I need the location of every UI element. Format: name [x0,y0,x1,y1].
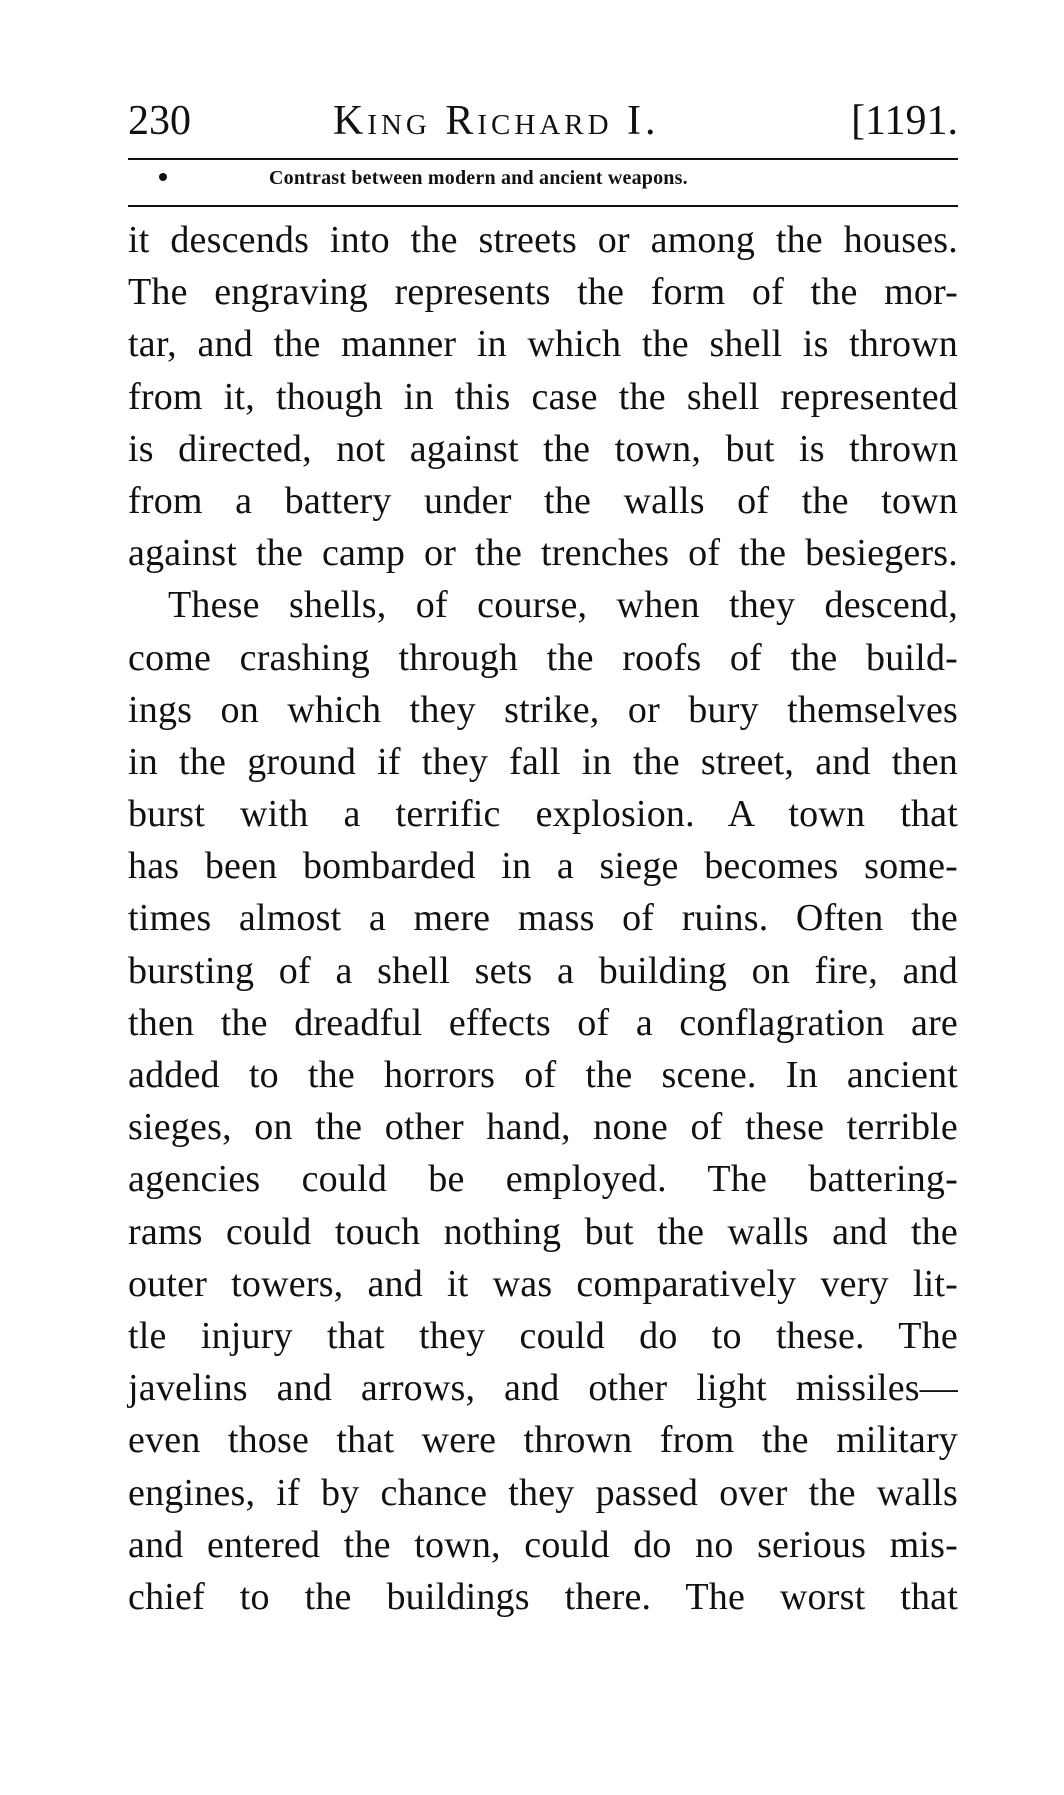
body-line: from a battery under the walls of the town [128,479,958,522]
body-line: javelins and arrows, and other light missiles— [128,1367,958,1410]
header-rule-top [128,158,958,160]
body-line: from it, though in this case the shell represented [128,375,958,418]
subheading-row [128,163,958,197]
body-line: rams could touch nothing but the walls and the [128,1210,958,1253]
year-marker: [1191. [851,98,958,144]
header-rule-bottom [128,205,958,207]
body-line: tar, and the manner in which the shell is thrown [128,323,958,366]
body-line: is directed, not against the town, but is thrown [128,427,958,470]
body-line: and entered the town, could do no serious mis- [128,1523,958,1566]
running-header [128,92,958,150]
body-line: against the camp or the trenches of the besiegers. [128,532,958,575]
body-line: even those that were thrown from the military [128,1419,958,1462]
body-line: has been bombarded in a siege becomes some- [128,845,958,888]
body-line: The engraving represents the form of the mor- [128,271,958,314]
page-number: 230 [128,98,191,144]
body-text [128,214,958,1623]
body-line: bursting of a shell sets a building on fire, and [128,949,958,992]
body-line: tle injury that they could do to these. The [128,1314,958,1357]
body-line: chief to the buildings there. The worst that [128,1575,958,1618]
subheading: Contrast between modern and ancient weapons. [269,167,688,189]
body-line: ings on which they strike, or bury themselves [128,688,958,731]
body-line: times almost a mere mass of ruins. Often the [128,897,958,940]
body-line: it descends into the streets or among the houses. [128,219,958,261]
body-line: added to the horrors of the scene. In ancient [128,1054,958,1096]
running-title: King Richard I. [333,98,660,144]
bullet-mark [159,173,167,181]
body-line: agencies could be employed. The battering- [128,1158,958,1201]
body-line: sieges, on the other hand, none of these terrible [128,1106,958,1149]
body-line: These shells, of course, when they descend, [168,584,958,627]
body-line: come crashing through the roofs of the build- [128,636,958,679]
body-line: engines, if by chance they passed over the walls [128,1471,958,1514]
body-line: burst with a terrific explosion. A town that [128,793,958,836]
body-line: then the dreadful effects of a conflagration are [128,1001,958,1044]
body-line: in the ground if they fall in the street, and then [128,740,958,783]
body-line: outer towers, and it was comparatively very lit- [128,1262,958,1305]
